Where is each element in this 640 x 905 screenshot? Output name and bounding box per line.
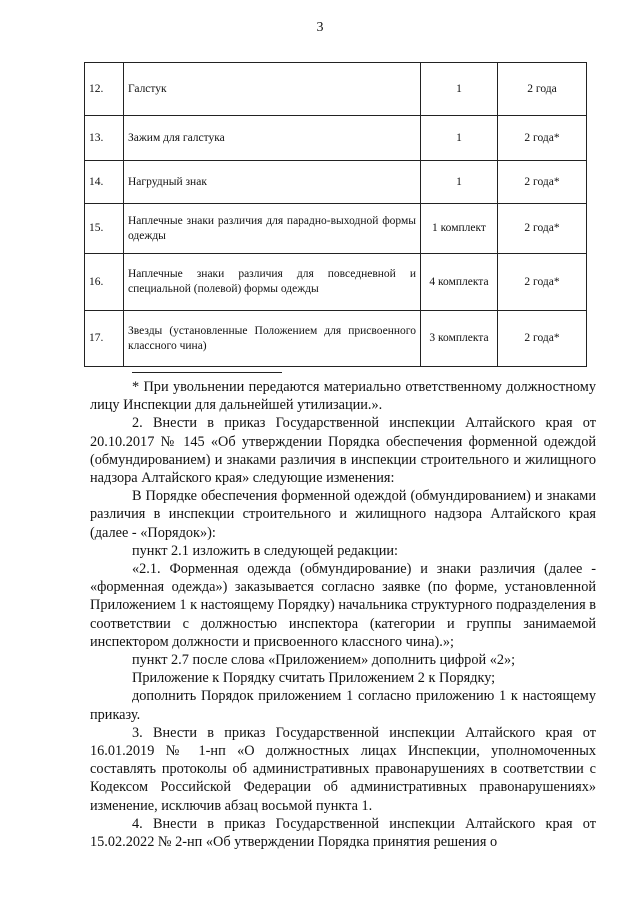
item-name: Наплечные знаки различия для повседневной и специальной (полевой) формы одежды: [124, 254, 421, 311]
item-quantity: 3 комплекта: [421, 311, 498, 367]
item-term: 2 года*: [498, 161, 587, 204]
item-name: Наплечные знаки различия для парадно-выходной формы одежды: [124, 204, 421, 254]
item-term: 2 года: [498, 63, 587, 116]
items-table: [84, 62, 587, 367]
item-term: 2 года*: [498, 204, 587, 254]
item-name: Нагрудный знак: [124, 161, 421, 204]
page-number: 3: [316, 20, 324, 35]
table-row: [85, 116, 587, 161]
row-number: 13.: [85, 116, 124, 161]
document-body: [90, 378, 596, 851]
item-quantity: 4 комплекта: [421, 254, 498, 311]
paragraph: В Порядке обеспечения форменной одеждой (обмундированием) и знаками различия в инспекции строительного и жилищного надзора Алтайского края (далее - «Порядок»):: [90, 488, 596, 541]
row-number: 17.: [85, 311, 124, 367]
table-row: [85, 254, 587, 311]
item-term: 2 года*: [498, 116, 587, 161]
paragraph: 3. Внести в приказ Государственной инспекции Алтайского края от 16.01.2019 № 1-нп «О должностных лицах Инспекции, уполномоченных составлять протоколы об административных правонарушениях в соответствии с Кодексом Российской Федерации об административных правонарушениях» изменение, исключив абзац восьмой пункта 1.: [90, 724, 596, 814]
footnote-divider: [132, 372, 282, 373]
item-name: Зажим для галстука: [124, 116, 421, 161]
item-term: 2 года*: [498, 311, 587, 367]
paragraph: 2. Внести в приказ Государственной инспекции Алтайского края от 20.10.2017 № 145 «Об утверждении Порядка обеспечения форменной одеждой (обмундированием) и знаками различия в инспекции строительного и жилищного надзора Алтайского края» следующие изменения:: [90, 415, 596, 487]
table-row: [85, 63, 587, 116]
item-name: Галстук: [124, 63, 421, 116]
item-quantity: 1 комплект: [421, 204, 498, 254]
paragraph: Приложение к Порядку считать Приложением 2 к Порядку;: [132, 670, 496, 687]
item-name: Звезды (установленные Положением для присвоенного классного чина): [124, 311, 421, 367]
paragraph: «2.1. Форменная одежда (обмундирование) и знаки различия (далее - «форменная одежда») заказывается согласно заявке (по форме, установленной Приложением 1 к настоящему Порядку) начальника структурного подразделения в соответствии с должностью инспектора (категории и группы занимаемой инспектором должности и присвоенного классного чина).»;: [90, 561, 596, 650]
table-row: [85, 204, 587, 254]
table-row: [85, 161, 587, 204]
footnote-text: * При увольнении передаются материально ответственному должностному лицу Инспекции для дальнейшей утилизации.».: [90, 379, 596, 414]
paragraph: 4. Внести в приказ Государственной инспекции Алтайского края от 15.02.2022 № 2-нп «Об утверждении Порядка принятия решения о: [90, 815, 596, 851]
paragraph: пункт 2.1 изложить в следующей редакции:: [132, 542, 399, 559]
paragraph: пункт 2.7 после слова «Приложением» дополнить цифрой «2»;: [132, 652, 516, 669]
paragraph: дополнить Порядок приложением 1 согласно приложению 1 к настоящему приказу.: [90, 688, 596, 723]
item-quantity: 1: [421, 161, 498, 204]
row-number: 16.: [85, 254, 124, 311]
item-quantity: 1: [421, 63, 498, 116]
item-term: 2 года*: [498, 254, 587, 311]
row-number: 12.: [85, 63, 124, 116]
item-quantity: 1: [421, 116, 498, 161]
row-number: 14.: [85, 161, 124, 204]
row-number: 15.: [85, 204, 124, 254]
table-row: [85, 311, 587, 367]
